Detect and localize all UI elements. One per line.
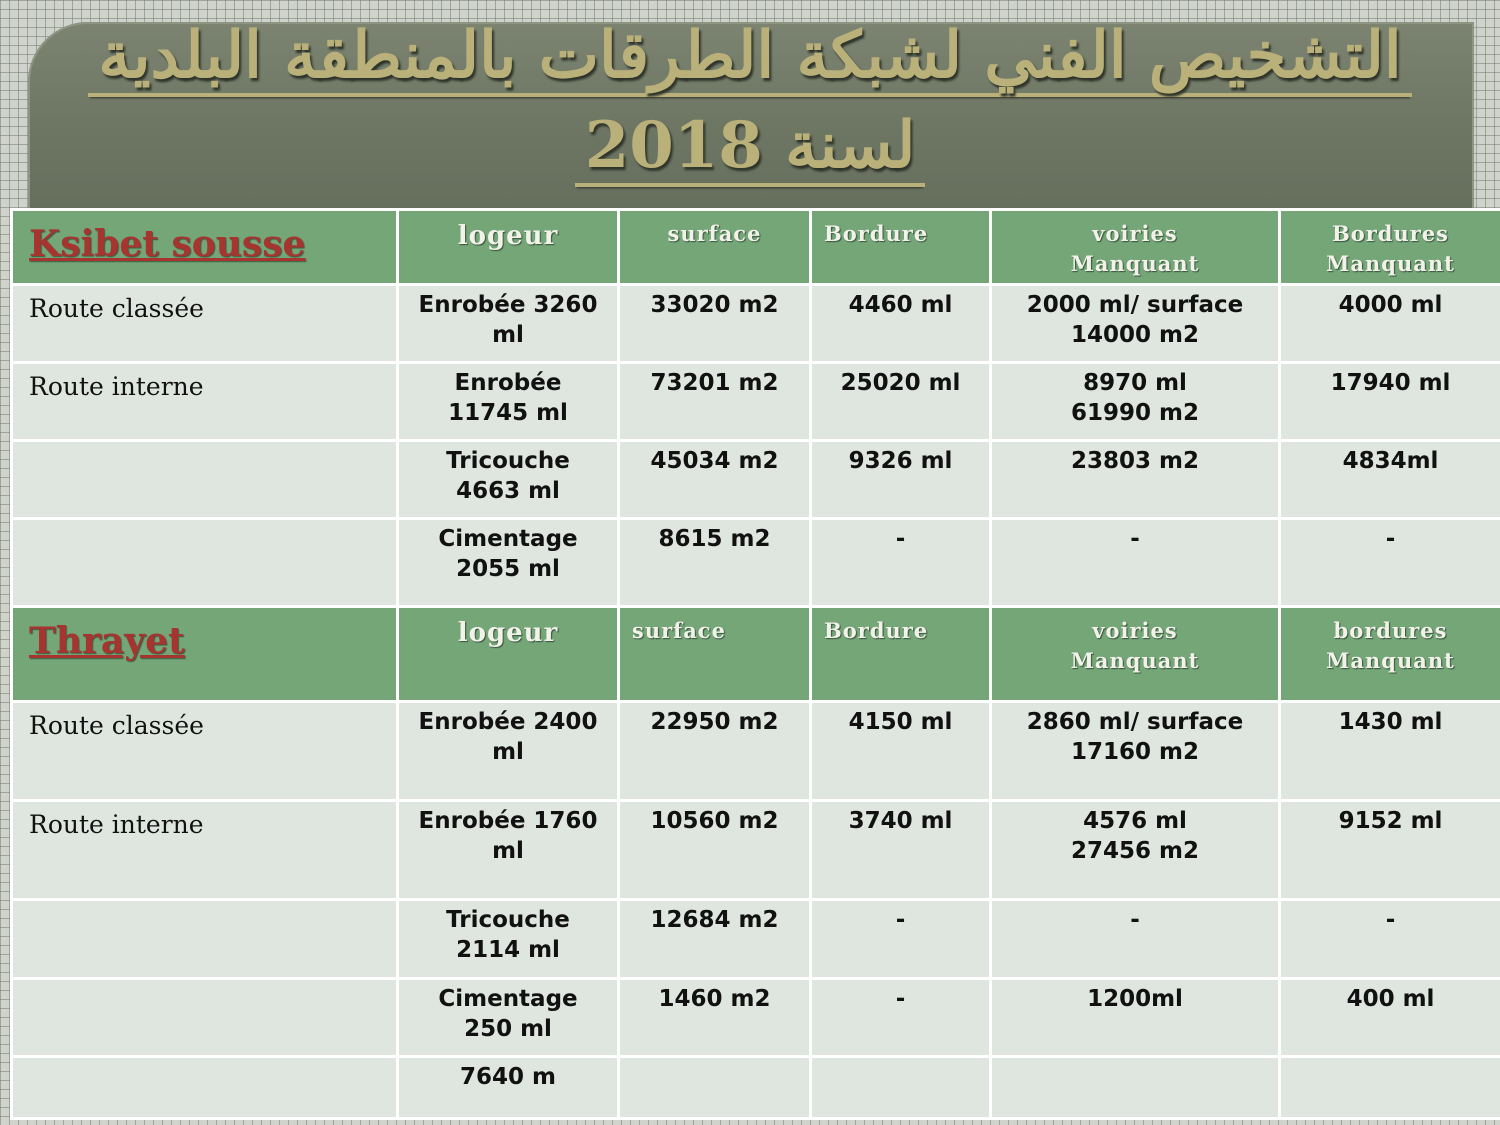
header-cell <box>1280 607 1500 702</box>
table-cell <box>398 363 619 441</box>
header-bordure: Bordure <box>824 618 929 643</box>
cell-value: 4576 ml 27456 m2 <box>1071 808 1199 864</box>
table-cell <box>811 441 991 519</box>
table-cell <box>1280 979 1500 1057</box>
cell-value: 8970 ml 61990 m2 <box>1071 370 1199 426</box>
cell-value: 4460 ml <box>848 292 953 318</box>
header-cell <box>619 607 811 702</box>
table-cell <box>619 1057 811 1119</box>
section-name-cell <box>12 607 398 702</box>
row-label-cell <box>12 801 398 900</box>
table-cell <box>811 979 991 1057</box>
cell-value: Tricouche 2114 ml <box>446 907 570 963</box>
section-header-ksibet <box>12 210 1500 285</box>
cell-value: - <box>1385 526 1396 552</box>
table-cell <box>991 979 1280 1057</box>
header-bordures-manquant: bordures Manquant <box>1326 618 1455 673</box>
cell-value: 25020 ml <box>840 370 961 396</box>
page-subtitle: لسنة 2018 <box>0 108 1500 183</box>
table-cell <box>991 285 1280 363</box>
table-cell <box>619 900 811 979</box>
table-cell <box>811 900 991 979</box>
cell-value: 400 ml <box>1346 986 1435 1012</box>
table-row <box>12 441 1500 519</box>
header-surface: surface <box>632 618 726 643</box>
table-row <box>12 801 1500 900</box>
header-cell <box>811 607 991 702</box>
cell-value: Enrobée 2400 ml <box>418 709 598 765</box>
cell-value: 1460 m2 <box>658 986 771 1012</box>
row-label <box>13 980 396 988</box>
header-voiries-manquant: voiries Manquant <box>1070 221 1200 276</box>
header-bordure: Bordure <box>824 221 929 246</box>
table-cell <box>619 702 811 801</box>
cell-value: - <box>1130 907 1140 933</box>
cell-value: 17940 ml <box>1330 370 1451 396</box>
road-network-table <box>10 208 1500 1120</box>
header-cell <box>619 210 811 285</box>
table-cell <box>398 441 619 519</box>
row-label: Route interne <box>29 810 204 839</box>
table-cell <box>619 441 811 519</box>
table-cell <box>619 363 811 441</box>
cell-value: Enrobée 11745 ml <box>448 370 568 426</box>
table-cell <box>1280 801 1500 900</box>
cell-value: 9326 ml <box>848 448 953 474</box>
row-label <box>13 1058 396 1066</box>
row-label: Route classée <box>29 294 204 323</box>
cell-value: 3740 ml <box>848 808 953 834</box>
cell-value: 1200ml <box>1087 986 1183 1012</box>
cell-value: 23803 m2 <box>1071 448 1199 474</box>
header-cell <box>398 210 619 285</box>
table-cell <box>811 702 991 801</box>
cell-value: 10560 m2 <box>650 808 779 834</box>
table-cell <box>811 285 991 363</box>
cell-value: - <box>1385 907 1396 933</box>
row-label-cell <box>12 441 398 519</box>
table-cell <box>811 1057 991 1119</box>
table-cell <box>991 441 1280 519</box>
cell-value: 9152 ml <box>1338 808 1443 834</box>
section-header-thrayet <box>12 607 1500 702</box>
table-cell <box>1280 702 1500 801</box>
cell-value: 45034 m2 <box>650 448 779 474</box>
cell-value: 4834ml <box>1342 448 1439 474</box>
table-cell <box>1280 441 1500 519</box>
cell-value: Tricouche 4663 ml <box>446 448 570 504</box>
table-cell <box>991 519 1280 607</box>
row-label <box>13 442 396 450</box>
cell-value: 8615 m2 <box>658 526 771 552</box>
row-label: Route classée <box>29 711 204 740</box>
row-label <box>13 520 396 528</box>
header-bordures-manquant: Bordures Manquant <box>1326 221 1455 276</box>
table-cell <box>1280 363 1500 441</box>
table-row <box>12 285 1500 363</box>
cell-value: 1430 ml <box>1338 709 1443 735</box>
cell-value: 2000 ml/ surface 14000 m2 <box>1026 292 1244 348</box>
row-label-cell <box>12 363 398 441</box>
table-cell <box>1280 1057 1500 1119</box>
cell-value: - <box>895 986 906 1012</box>
cell-value: - <box>895 907 906 933</box>
row-label-cell <box>12 702 398 801</box>
header-logeur: logeur <box>457 618 559 648</box>
header-logeur: logeur <box>457 221 559 251</box>
cell-value: Enrobée 3260 ml <box>418 292 598 348</box>
cell-value: - <box>895 526 906 552</box>
cell-value: Cimentage 2055 ml <box>438 526 578 582</box>
table-cell <box>991 801 1280 900</box>
table-row <box>12 519 1500 607</box>
cell-value <box>620 1058 809 1062</box>
header-cell <box>991 607 1280 702</box>
table-cell <box>619 979 811 1057</box>
cell-value: Cimentage 250 ml <box>438 986 578 1042</box>
cell-value: 7640 m <box>460 1064 556 1090</box>
cell-value: 2860 ml/ surface 17160 m2 <box>1026 709 1244 765</box>
table-cell <box>398 519 619 607</box>
table-cell <box>619 801 811 900</box>
table-row <box>12 979 1500 1057</box>
table-row <box>12 702 1500 801</box>
table-row <box>12 900 1500 979</box>
table-cell <box>811 363 991 441</box>
table-cell <box>811 801 991 900</box>
table-cell <box>398 979 619 1057</box>
cell-value: 22950 m2 <box>650 709 779 735</box>
table-cell <box>1280 519 1500 607</box>
header-cell <box>991 210 1280 285</box>
cell-value: - <box>1130 526 1140 552</box>
table-cell <box>398 801 619 900</box>
section-name: Ksibet sousse <box>29 223 306 265</box>
table-cell <box>398 285 619 363</box>
table-cell <box>1280 285 1500 363</box>
table-cell <box>991 702 1280 801</box>
cell-value: 73201 m2 <box>650 370 779 396</box>
header-surface: surface <box>667 221 762 246</box>
header-cell <box>811 210 991 285</box>
header-cell <box>398 607 619 702</box>
row-label-cell <box>12 979 398 1057</box>
cell-value <box>992 1058 1278 1062</box>
table-cell <box>619 519 811 607</box>
header-cell <box>1280 210 1500 285</box>
section-name: Thrayet <box>29 620 185 662</box>
page-title: التشخيص الفني لشبكة الطرقات بالمنطقة البلدية <box>0 18 1500 93</box>
table-cell <box>991 1057 1280 1119</box>
table-cell <box>991 900 1280 979</box>
row-label: Route interne <box>29 372 204 401</box>
cell-value <box>812 1058 989 1062</box>
table-cell <box>398 702 619 801</box>
table-row <box>12 1057 1500 1119</box>
cell-value: 4000 ml <box>1338 292 1443 318</box>
table-cell <box>991 363 1280 441</box>
cell-value: 33020 m2 <box>650 292 779 318</box>
section-name-cell <box>12 210 398 285</box>
header-voiries-manquant: voiries Manquant <box>1070 618 1200 673</box>
cell-value: Enrobée 1760 ml <box>418 808 598 864</box>
row-label-cell <box>12 519 398 607</box>
cell-value: 4150 ml <box>848 709 953 735</box>
table-cell <box>619 285 811 363</box>
cell-value <box>1281 1058 1500 1062</box>
table-cell <box>1280 900 1500 979</box>
row-label-cell <box>12 285 398 363</box>
row-label-cell <box>12 1057 398 1119</box>
row-label <box>13 901 396 909</box>
table-cell <box>398 900 619 979</box>
cell-value: 12684 m2 <box>650 907 779 933</box>
table-row <box>12 363 1500 441</box>
table-cell <box>398 1057 619 1119</box>
table-cell <box>811 519 991 607</box>
row-label-cell <box>12 900 398 979</box>
